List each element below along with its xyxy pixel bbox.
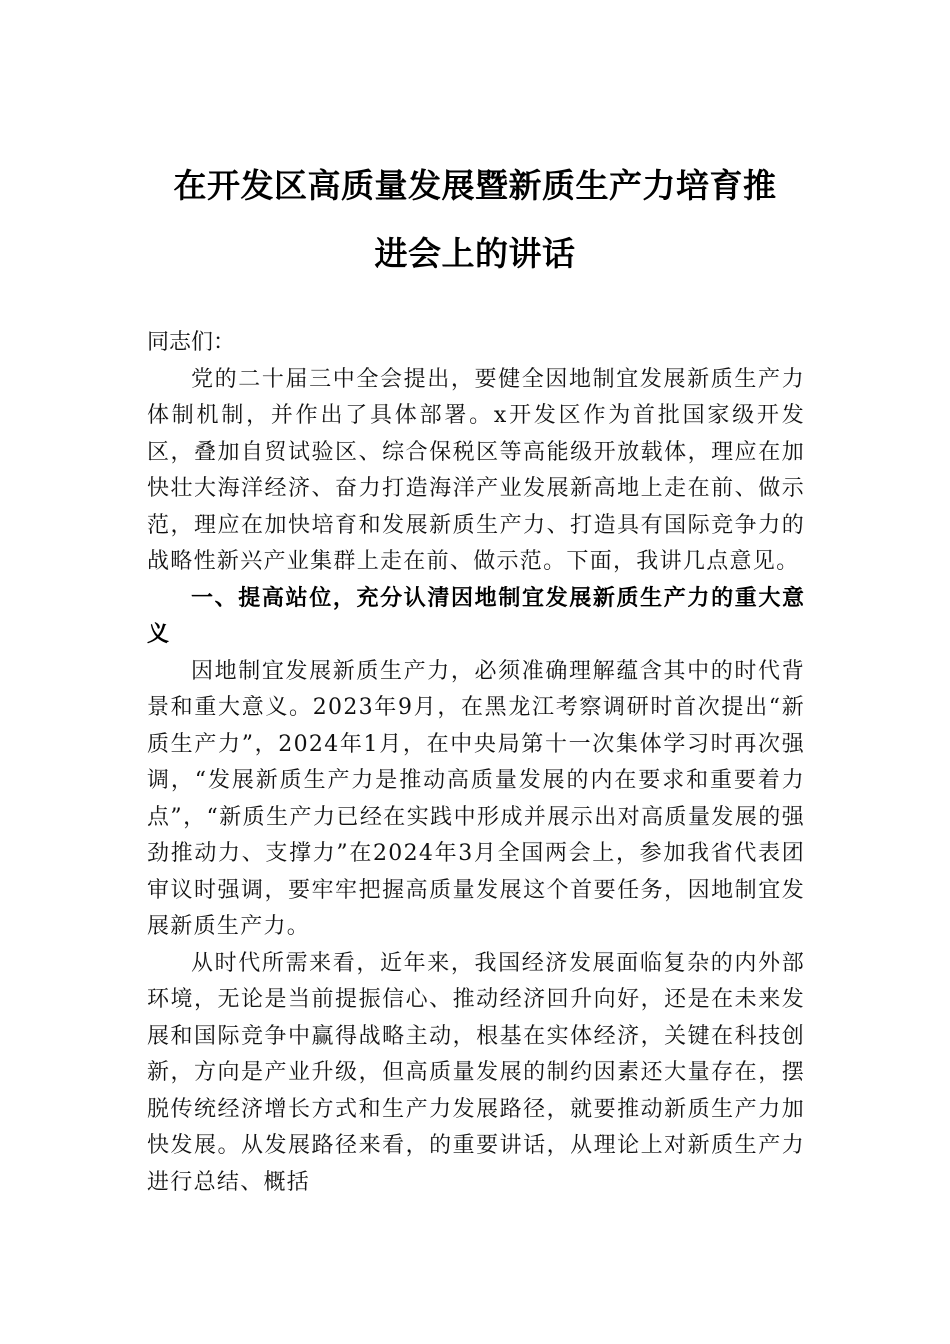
document-title	[140, 152, 810, 288]
title-line-2: 进会上的讲话	[374, 234, 576, 273]
section-heading: 一、提高站位，充分认清因地制宜发展新质生产力的重大意义	[147, 585, 805, 647]
title-line-1: 在开发区高质量发展暨新质生产力培育推	[173, 166, 777, 205]
section-paragraph-1: 因地制宜发展新质生产力，必须准确理解蕴含其中的时代背景和重大意义。2023年9月，在黑龙江考察调研时首次提出“新质生产力”，2024年1月，在中央局第十一次集体学习时再次强调，“发展新质生产力是推动高质量发展的内在要求和重要着力点”，“新质生产力已经在实践中形成并展示出对高质量发展的强劲推动力、支撑力”在2024年3月全国两会上，参加我省代表团审议时强调，要牢牢把握高质量发展这个首要任务，因地制宜发展新质生产力。	[147, 658, 805, 939]
salutation: 同志们：	[147, 330, 236, 355]
section-paragraph-2: 从时代所需来看，近年来，我国经济发展面临复杂的内外部环境，无论是当前提振信心、推动经济回升向好，还是在未来发展和国际竞争中赢得战略主动，根基在实体经济，关键在科技创新，方向是产业升级，但高质量发展的制约因素还大量存在，摆脱传统经济增长方式和生产力发展路径，就要推动新质生产力加快发展。从发展路径来看，的重要讲话，从理论上对新质生产力进行总结、概括	[147, 950, 805, 1195]
document-body	[147, 325, 805, 1201]
intro-paragraph: 党的二十届三中全会提出，要健全因地制宜发展新质生产力体制机制，并作出了具体部署。x开发区作为首批国家级开发区，叠加自贸试验区、综合保税区等高能级开放载体，理应在加快壮大海洋经济、奋力打造海洋产业发展新高地上走在前、做示范，理应在加快培育和发展新质生产力、打造具有国际竞争力的战略性新兴产业集群上走在前、做示范。下面，我讲几点意见。	[147, 366, 805, 574]
